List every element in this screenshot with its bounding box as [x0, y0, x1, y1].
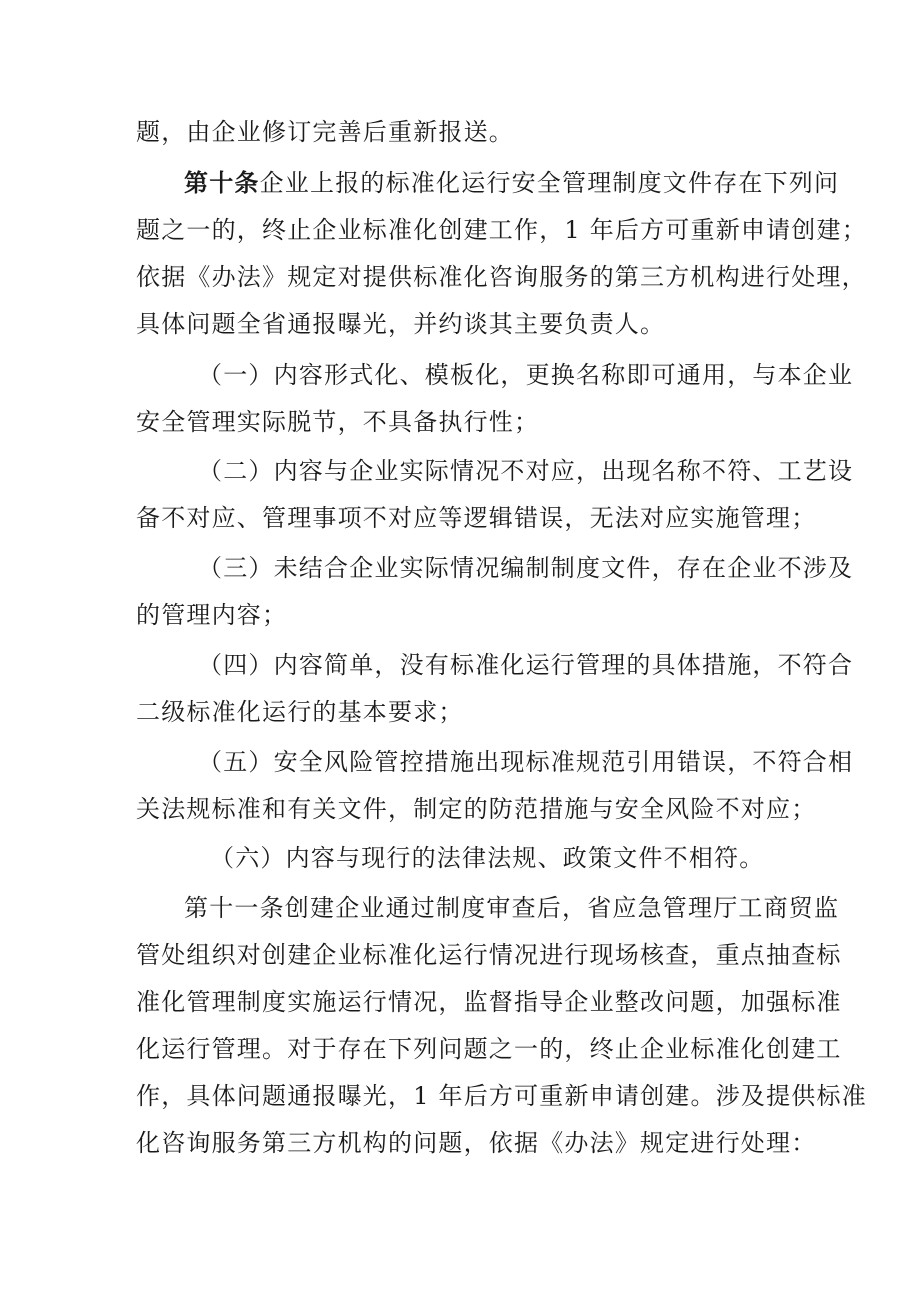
list-item-line: （三）未结合企业实际情况编制制度文件，存在企业不涉及 [198, 554, 854, 582]
paragraph-line: 安全管理实际脱节，不具备执行性； [136, 408, 540, 436]
list-item-line: （一）内容形式化、模板化，更换名称即可通用，与本企业 [198, 361, 854, 389]
article-11-first-line: 第十一条创建企业通过制度审查后，省应急管理厅工商贸监 [184, 894, 840, 922]
paragraph-line: 题之一的，终止企业标准化创建工作，1 年后方可重新申请创建； [136, 216, 867, 244]
paragraph-line: 备不对应、管理事项不对应等逻辑错误，无法对应实施管理； [136, 504, 817, 532]
paragraph-line: 依据《办法》规定对提供标准化咨询服务的第三方机构进行处理， [136, 263, 867, 291]
article-10-heading-line [184, 168, 844, 198]
paragraph-line: 的管理内容； [136, 601, 288, 629]
list-item-line: （五）安全风险管控措施出现标准规范引用错误，不符合相 [198, 748, 854, 776]
paragraph-line: 二级标准化运行的基本要求； [136, 698, 464, 726]
paragraph-line: 作，具体问题通报曝光，1 年后方可重新申请创建。涉及提供标准 [136, 1082, 867, 1110]
article-number: 第十条 [184, 168, 260, 197]
list-item-line: （六）内容与现行的法律法规、政策文件不相符。 [210, 844, 765, 872]
list-item-line: （四）内容简单，没有标准化运行管理的具体措施，不符合 [198, 651, 854, 679]
list-item-line: （二）内容与企业实际情况不对应，出现名称不符、工艺设 [198, 457, 854, 485]
paragraph-text: 企业上报的标准化运行安全管理制度文件存在下列问 [259, 169, 840, 197]
paragraph-line: 化运行管理。对于存在下列问题之一的，终止企业标准化创建工 [136, 1035, 842, 1063]
paragraph-line: 准化管理制度实施运行情况，监督指导企业整改问题，加强标准 [136, 988, 842, 1016]
paragraph-line: 具体问题全省通报曝光，并约谈其主要负责人。 [136, 310, 666, 338]
paragraph-line: 化咨询服务第三方机构的问题，依据《办法》规定进行处理： [136, 1129, 817, 1157]
paragraph-line: 题，由企业修订完善后重新报送。 [136, 118, 514, 146]
paragraph-line: 管处组织对创建企业标准化运行情况进行现场核查，重点抽查标 [136, 941, 842, 969]
paragraph-line: 关法规标准和有关文件，制定的防范措施与安全风险不对应； [136, 795, 817, 823]
